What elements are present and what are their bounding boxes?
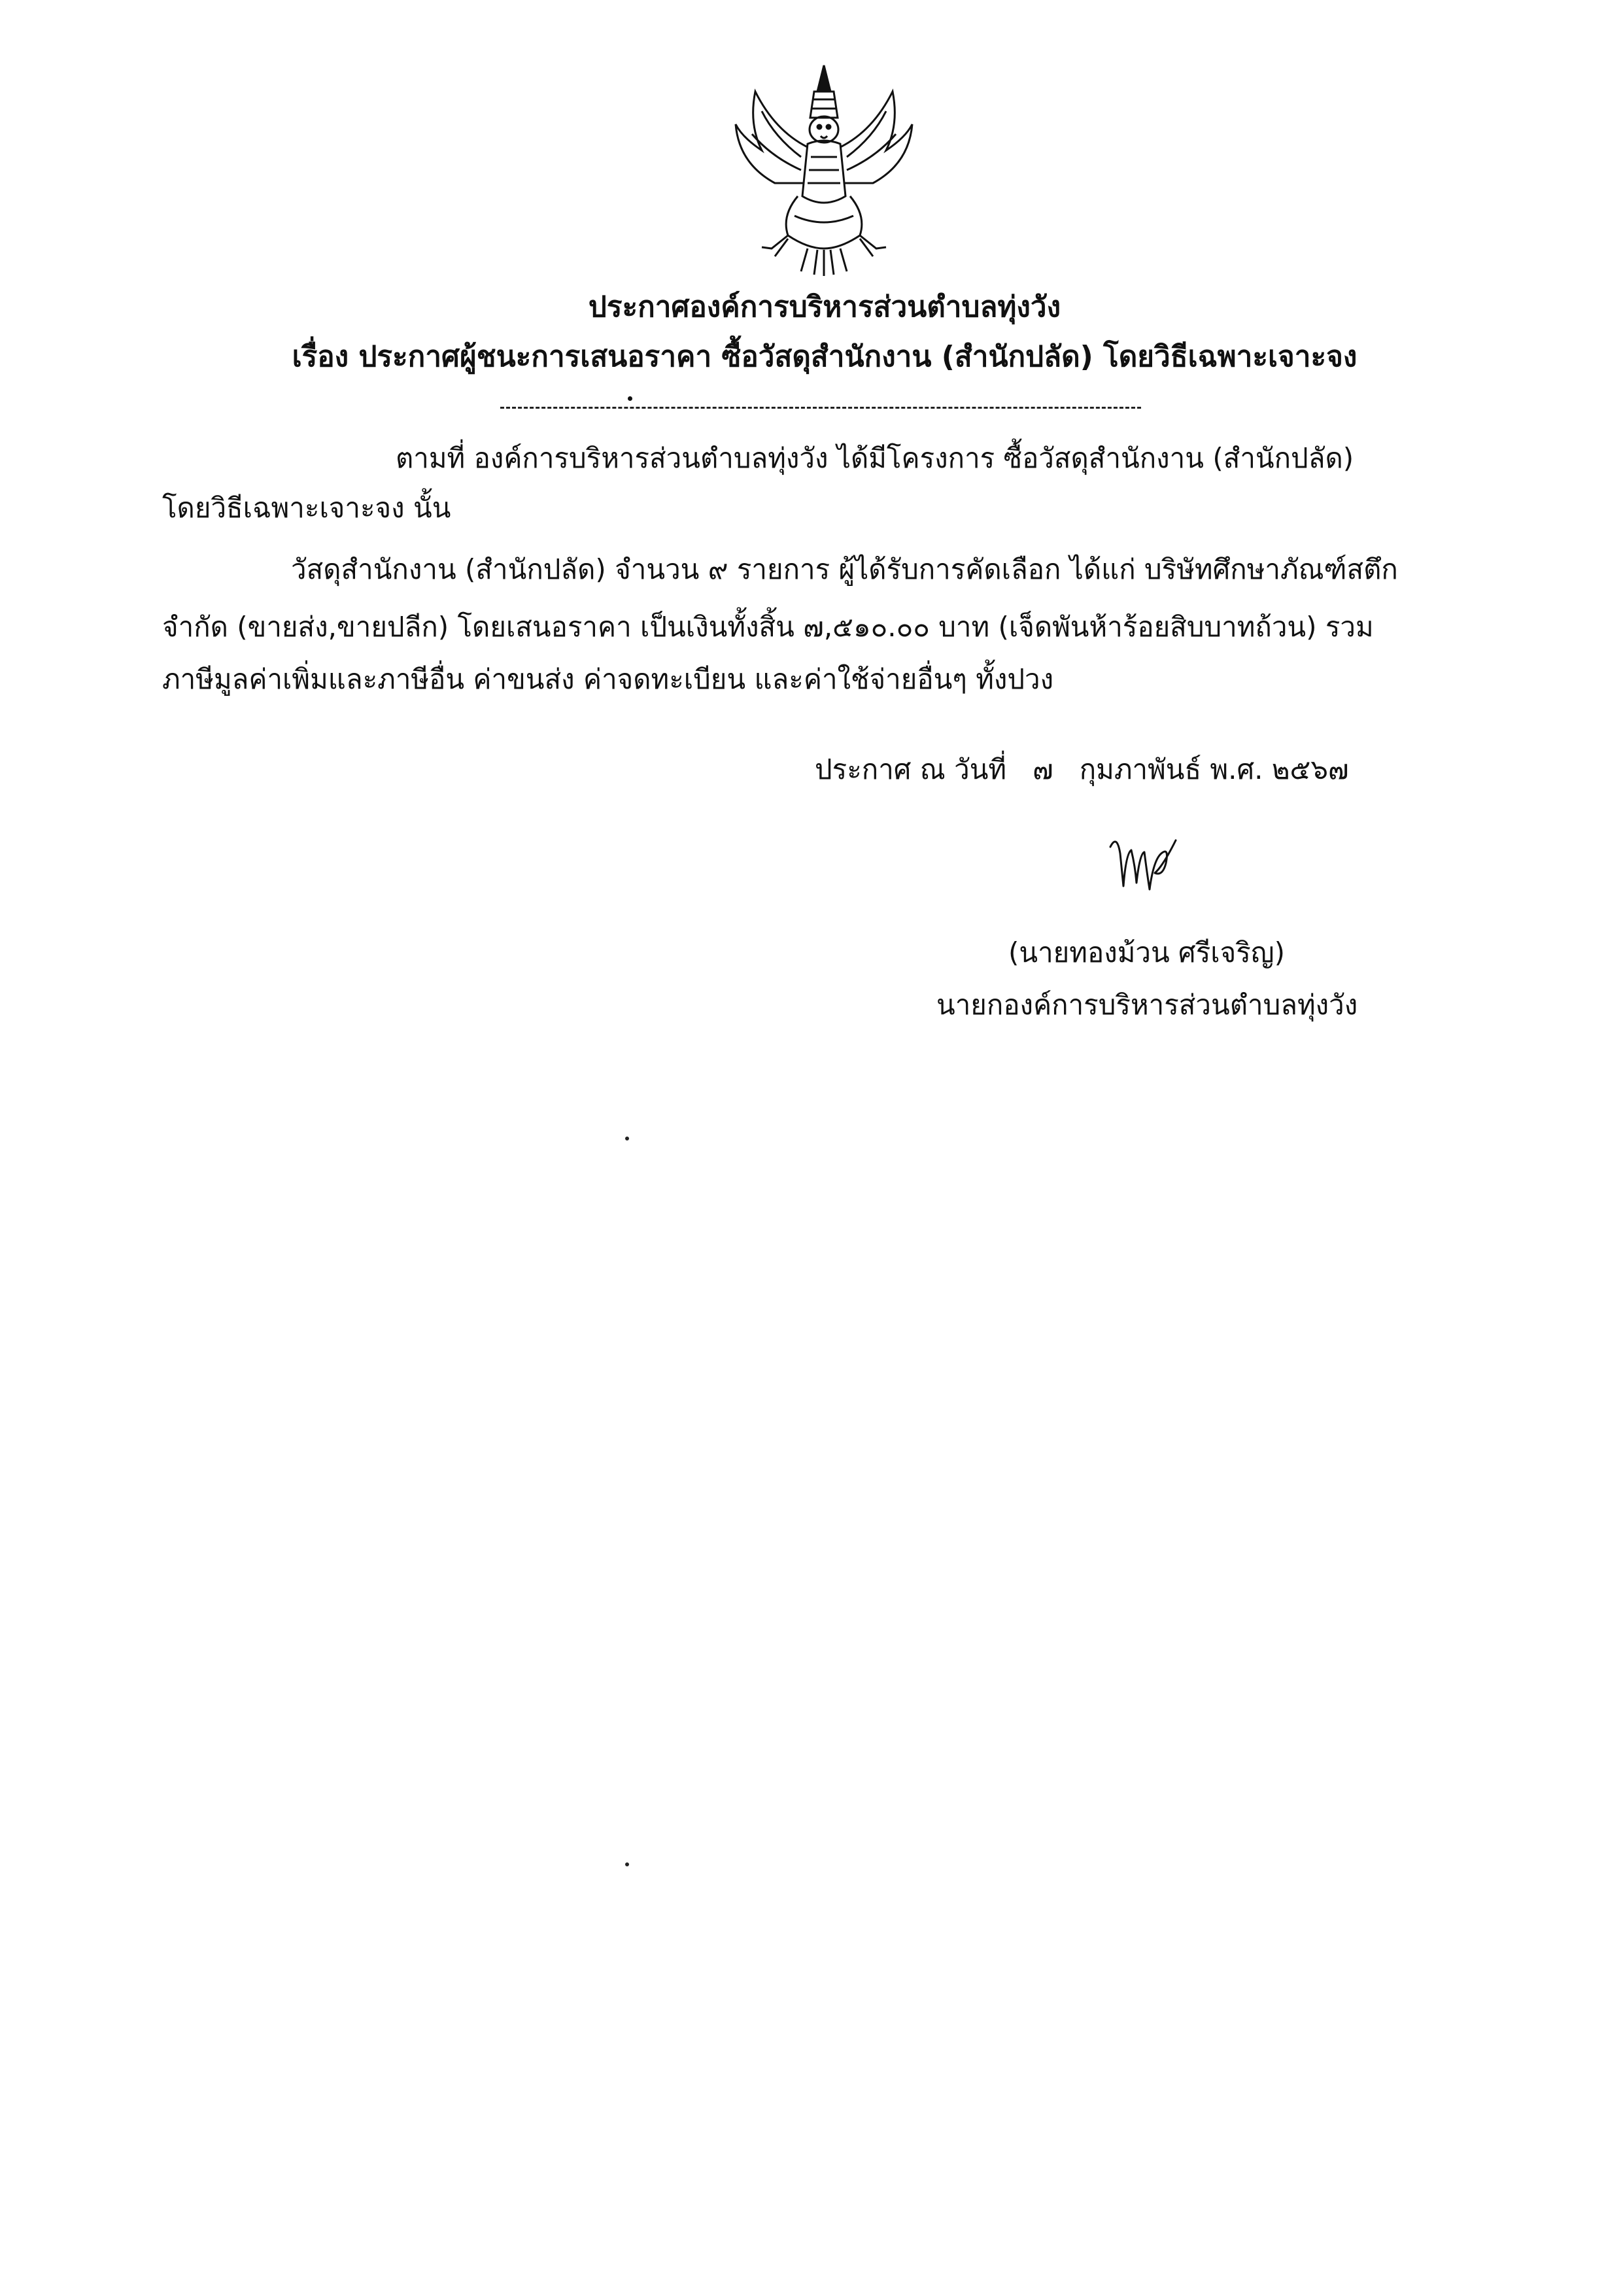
announcement-date (815, 751, 1349, 789)
divider-mark (628, 396, 632, 401)
announcement-title: ประกาศองค์การบริหารส่วนตำบลทุ่งวัง (588, 290, 1061, 324)
garuda-emblem-icon (709, 52, 938, 281)
signer-name: (นายทองม้วน ศรีเจริญ) (1008, 936, 1285, 968)
title-divider (500, 407, 1141, 409)
date-day: ๗ (1033, 753, 1053, 785)
date-month-year: กุมภาพันธ์ พ.ศ. ๒๕๖๗ (1079, 753, 1349, 785)
announcement-subject: เรื่อง ประกาศผู้ชนะการเสนอราคา ซื้อวัสดุสำนักงาน (สำนักปลัด) โดยวิธีเฉพาะเจาะจง (292, 340, 1358, 373)
body-paragraph-2-line-1: วัสดุสำนักงาน (สำนักปลัด) จำนวน ๙ รายการ ผู้ได้รับการคัดเลือก ได้แก่ บริษัทศึกษาภัณฑ์สตึก (291, 553, 1398, 585)
body-paragraph-1-line-1: ตามที่ องค์การบริหารส่วนตำบลทุ่งวัง ได้มีโครงการ ซื้อวัสดุสำนักงาน (สำนักปลัด) (396, 442, 1354, 474)
scan-speck (625, 1862, 629, 1866)
date-prefix: ประกาศ ณ วันที่ (815, 753, 1007, 785)
body-paragraph-2-line-2: จำกัด (ขายส่ง,ขายปลีก) โดยเสนอราคา เป็นเงินทั้งสิ้น ๗,๕๑๐.๐๐ บาท (เจ็ดพันห้าร้อยสิบบาทถ้วน) รวม (162, 611, 1374, 643)
scan-speck (625, 1137, 629, 1140)
handwritten-signature-icon (1104, 827, 1182, 899)
body-paragraph-1-line-2: โดยวิธีเฉพาะเจาะจง นั้น (162, 492, 451, 524)
body-paragraph-2-line-3: ภาษีมูลค่าเพิ่มและภาษีอื่น ค่าขนส่ง ค่าจดทะเบียน และค่าใช้จ่ายอื่นๆ ทั้งปวง (162, 663, 1054, 695)
signer-position: นายกองค์การบริหารส่วนตำบลทุ่งวัง (936, 989, 1358, 1021)
